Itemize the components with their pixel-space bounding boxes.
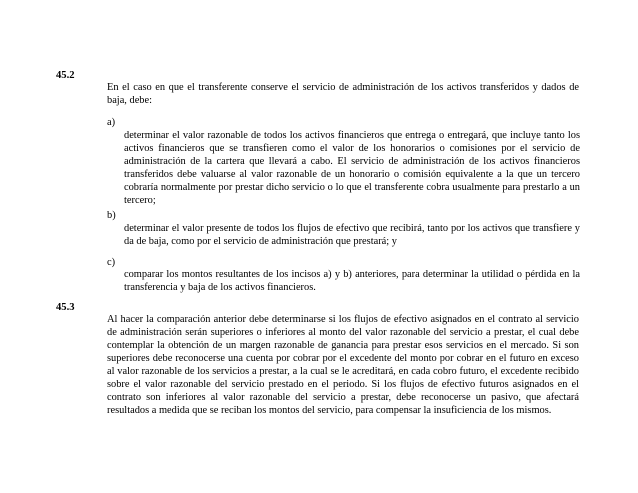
paragraph-body: Al hacer la comparación anterior debe determinarse si los flujos de efectivo asignados en el contrato al servicio de administración serán superiores o inferiores al monto del valor razonable del servicio a prestar, el cual debe contemplar la obtención de un margen razonable de ganancia para prestar esos servicios en el mercado. Si son superiores debe reconocerse una cuenta por cobrar por el excedente del monto por cobrar en el futuro en exceso al valor razonable de los servicios a prestar, a la cual se le acreditará, en cada cobro futuro, el excedente recibido sobre el valor razonable del servicio prestado en el periodo. Si los flujos de efectivo futuros asignados en el contrato son inferiores al valor razonable del servicio a prestar, debe reconocerse un pasivo, que afectará resultados a medida que se reciban los montos del servicio, para compensar la insuficiencia de los mismos.: [107, 314, 579, 416]
item-text-c: comparar los montos resultantes de los incisos a) y b) anteriores, para determinar la utilidad o pérdida en la transferencia y baja de los activos financieros.: [124, 269, 580, 293]
item-text-b: determinar el valor presente de todos los flujos de efectivo que recibirá, tanto por los activos que transfiere y da de baja, como por el servicio de administración que prestará; y: [124, 223, 580, 247]
item-letter-a: a): [107, 117, 116, 128]
item-letter-c: c): [107, 257, 116, 268]
paragraph-number: 45.3: [56, 302, 75, 313]
item-letter-b: b): [107, 210, 116, 221]
paragraph-number: 45.2: [56, 70, 75, 81]
item-text-a: determinar el valor razonable de todos los activos financieros que entrega o entregará, que incluye tanto los activos financieros que se transfieren como el valor de los honorarios o comisiones por el servicio de administración de la cartera que llevará a cabo. El servicio de administración de los activos financieros transferidos debe valuarse al valor razonable de un honorario o comisión equivalente a la que un tercero cobraría normalmente por prestar dicho servicio o lo que el transferente cobra usualmente para prestarlo a un tercero;: [124, 130, 580, 206]
paragraph-intro: En el caso en que el transferente conserve el servicio de administración de los activos transferidos y dados de baja, debe:: [107, 82, 579, 106]
